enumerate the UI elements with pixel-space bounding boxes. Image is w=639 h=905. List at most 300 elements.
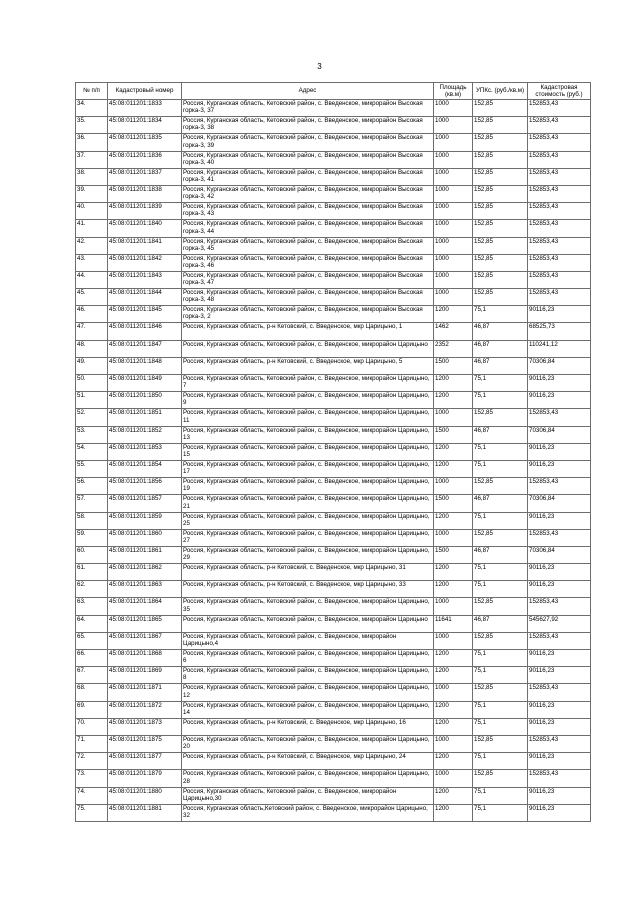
row-number: 54. xyxy=(76,443,108,460)
cadastral-cost: 152853,43 xyxy=(528,529,591,546)
area: 1200 xyxy=(434,804,473,821)
upks: 75,1 xyxy=(473,564,528,581)
cadastral-number: 45:08:011201:1838 xyxy=(108,185,182,202)
cadastral-number: 45:08:011201:1872 xyxy=(108,701,182,718)
address: Россия, Курганская область, Кетовский район, с. Введенское, микрорайон Царицыно, 29 xyxy=(182,546,434,563)
cadastral-cost: 90116,23 xyxy=(528,667,591,684)
address: Россия, Курганская область, Кетовский район, с. Введенское, микрорайон Царицыно xyxy=(182,340,434,357)
cadastral-number: 45:08:011201:1849 xyxy=(108,375,182,392)
cadastral-cost: 70306,84 xyxy=(528,357,591,374)
upks: 152,85 xyxy=(473,100,528,117)
cadastral-number: 45:08:011201:1851 xyxy=(108,409,182,426)
upks: 46,87 xyxy=(473,426,528,443)
upks: 152,85 xyxy=(473,409,528,426)
upks: 46,87 xyxy=(473,323,528,340)
address: Россия, Курганская область, Кетовский район, с. Введенское, микрорайон Высокая горка-3, 45 xyxy=(182,237,434,254)
table-row xyxy=(76,306,591,323)
cadastral-table xyxy=(75,82,591,822)
upks: 75,1 xyxy=(473,306,528,323)
area: 1000 xyxy=(434,598,473,615)
table-row xyxy=(76,357,591,374)
cadastral-cost: 70306,84 xyxy=(528,426,591,443)
row-number: 34. xyxy=(76,100,108,117)
row-number: 64. xyxy=(76,615,108,632)
header-cadastral-number: Кадастровый номер xyxy=(108,83,182,100)
row-number: 61. xyxy=(76,564,108,581)
row-number: 62. xyxy=(76,581,108,598)
area: 1000 xyxy=(434,117,473,134)
upks: 152,85 xyxy=(473,478,528,495)
cadastral-number: 45:08:011201:1852 xyxy=(108,426,182,443)
address: Россия, Курганская область, Кетовский район, с. Введенское, микрорайон Высокая горка-3, 42 xyxy=(182,185,434,202)
header-upks: УПКс. (руб./кв.м) xyxy=(473,83,528,100)
table-row xyxy=(76,289,591,306)
address: Россия, Курганская область,Кетовский район, с. Введенское, микрорайон Царицыно, 32 xyxy=(182,804,434,821)
table-row xyxy=(76,804,591,821)
table-row xyxy=(76,409,591,426)
area: 1500 xyxy=(434,357,473,374)
table-row xyxy=(76,478,591,495)
upks: 75,1 xyxy=(473,512,528,529)
header-area: Площадь (кв.м) xyxy=(434,83,473,100)
cadastral-cost: 110241,12 xyxy=(528,340,591,357)
area: 2352 xyxy=(434,340,473,357)
upks: 46,87 xyxy=(473,615,528,632)
cadastral-number: 45:08:011201:1863 xyxy=(108,581,182,598)
upks: 75,1 xyxy=(473,701,528,718)
area: 1000 xyxy=(434,529,473,546)
upks: 152,85 xyxy=(473,220,528,237)
row-number: 66. xyxy=(76,650,108,667)
address: Россия, Курганская область, Кетовский район, с. Введенское, микрорайон Царицыно, 15 xyxy=(182,443,434,460)
cadastral-cost: 152853,43 xyxy=(528,271,591,288)
cadastral-cost: 90116,23 xyxy=(528,753,591,770)
address: Россия, Курганская область, Кетовский район, с. Введенское, микрорайон Царицыно, 14 xyxy=(182,701,434,718)
table-header-row xyxy=(76,83,591,100)
cadastral-number: 45:08:011201:1862 xyxy=(108,564,182,581)
table-row xyxy=(76,684,591,701)
area: 1200 xyxy=(434,443,473,460)
row-number: 68. xyxy=(76,684,108,701)
address: Россия, Курганская область, Кетовский район, с. Введенское, микрорайон Царицыно, 25 xyxy=(182,512,434,529)
table-row xyxy=(76,254,591,271)
address: Россия, Курганская область, Кетовский район, с. Введенское, микрорайон Царицыно, 12 xyxy=(182,684,434,701)
upks: 46,87 xyxy=(473,340,528,357)
upks: 75,1 xyxy=(473,392,528,409)
upks: 75,1 xyxy=(473,375,528,392)
cadastral-number: 45:08:011201:1854 xyxy=(108,460,182,477)
area: 1500 xyxy=(434,495,473,512)
upks: 75,1 xyxy=(473,718,528,735)
table-body xyxy=(76,100,591,822)
area: 1200 xyxy=(434,787,473,804)
cadastral-number: 45:08:011201:1834 xyxy=(108,117,182,134)
upks: 75,1 xyxy=(473,581,528,598)
address: Россия, Курганская область, Кетовский район, с. Введенское, микрорайон Царицыно,4 xyxy=(182,632,434,649)
address: Россия, Курганская область, Кетовский район, с. Введенское, микрорайон Царицыно, 35 xyxy=(182,598,434,615)
address: Россия, Курганская область, Кетовский район, с. Введенское, микрорайон Царицыно, 20 xyxy=(182,735,434,752)
address: Россия, Курганская область, Кетовский район, с. Введенское, микрорайон Высокая горка-3, 41 xyxy=(182,168,434,185)
table-row xyxy=(76,615,591,632)
cadastral-cost: 90116,23 xyxy=(528,701,591,718)
table-row xyxy=(76,220,591,237)
area: 1200 xyxy=(434,650,473,667)
cadastral-number: 45:08:011201:1880 xyxy=(108,787,182,804)
cadastral-cost: 90116,23 xyxy=(528,392,591,409)
address: Россия, Курганская область, Кетовский район, с. Введенское, микрорайон Царицыно, 6 xyxy=(182,650,434,667)
area: 1000 xyxy=(434,271,473,288)
row-number: 65. xyxy=(76,632,108,649)
address: Россия, Курганская область, Кетовский район, с. Введенское, микрорайон Царицыно, 21 xyxy=(182,495,434,512)
table-row xyxy=(76,546,591,563)
address: Россия, Курганская область, Кетовский район, с. Введенское, микрорайон Царицыно, 9 xyxy=(182,392,434,409)
table-row xyxy=(76,117,591,134)
area: 1200 xyxy=(434,392,473,409)
address: Россия, Курганская область, р-н Кетовский, с. Введенское, мкр Царицыно, 33 xyxy=(182,581,434,598)
address: Россия, Курганская область, Кетовский район, с. Введенское, микрорайон Царицыно, 11 xyxy=(182,409,434,426)
cadastral-cost: 152853,43 xyxy=(528,237,591,254)
upks: 152,85 xyxy=(473,735,528,752)
address: Россия, Курганская область, Кетовский район, с. Введенское, микрорайон Царицыно, 8 xyxy=(182,667,434,684)
cadastral-cost: 152853,43 xyxy=(528,598,591,615)
address: Россия, Курганская область, Кетовский район, с. Введенское, микрорайон Высокая горка-3, 38 xyxy=(182,117,434,134)
cadastral-cost: 152853,43 xyxy=(528,185,591,202)
table-row xyxy=(76,443,591,460)
cadastral-number: 45:08:011201:1867 xyxy=(108,632,182,649)
cadastral-cost: 90116,23 xyxy=(528,306,591,323)
row-number: 74. xyxy=(76,787,108,804)
cadastral-cost: 90116,23 xyxy=(528,460,591,477)
upks: 152,85 xyxy=(473,271,528,288)
upks: 75,1 xyxy=(473,460,528,477)
cadastral-cost: 90116,23 xyxy=(528,512,591,529)
cadastral-number: 45:08:011201:1839 xyxy=(108,203,182,220)
row-number: 44. xyxy=(76,271,108,288)
address: Россия, Курганская область, Кетовский район, с. Введенское, микрорайон Высокая горка-3, 47 xyxy=(182,271,434,288)
cadastral-cost: 68525,73 xyxy=(528,323,591,340)
cadastral-number: 45:08:011201:1842 xyxy=(108,254,182,271)
row-number: 75. xyxy=(76,804,108,821)
cadastral-number: 45:08:011201:1840 xyxy=(108,220,182,237)
row-number: 40. xyxy=(76,203,108,220)
table-row xyxy=(76,100,591,117)
area: 11641 xyxy=(434,615,473,632)
address: Россия, Курганская область, Кетовский район, с. Введенское, микрорайон Высокая горка-3, 43 xyxy=(182,203,434,220)
area: 1000 xyxy=(434,151,473,168)
cadastral-cost: 90116,23 xyxy=(528,804,591,821)
cadastral-number: 45:08:011201:1857 xyxy=(108,495,182,512)
cadastral-number: 45:08:011201:1861 xyxy=(108,546,182,563)
cadastral-cost: 70306,84 xyxy=(528,495,591,512)
cadastral-cost: 90116,23 xyxy=(528,650,591,667)
area: 1000 xyxy=(434,100,473,117)
upks: 152,85 xyxy=(473,529,528,546)
cadastral-cost: 545627,92 xyxy=(528,615,591,632)
table-row xyxy=(76,151,591,168)
cadastral-cost: 152853,43 xyxy=(528,684,591,701)
header-num: № п/п xyxy=(76,83,108,100)
cadastral-cost: 152853,43 xyxy=(528,254,591,271)
cadastral-cost: 90116,23 xyxy=(528,443,591,460)
row-number: 38. xyxy=(76,168,108,185)
area: 1200 xyxy=(434,667,473,684)
row-number: 58. xyxy=(76,512,108,529)
cadastral-number: 45:08:011201:1850 xyxy=(108,392,182,409)
address: Россия, Курганская область, р-н Кетовский, с. Введенское, мкр Царицыно, 5 xyxy=(182,357,434,374)
row-number: 45. xyxy=(76,289,108,306)
cadastral-cost: 152853,43 xyxy=(528,134,591,151)
address: Россия, Курганская область, Кетовский район, с. Введенское, микрорайон Высокая горка-3, 37 xyxy=(182,100,434,117)
row-number: 37. xyxy=(76,151,108,168)
table-row xyxy=(76,753,591,770)
cadastral-cost: 152853,43 xyxy=(528,220,591,237)
header-cadastral-cost: Кадастровая стоимость (руб.) xyxy=(528,83,591,100)
address: Россия, Курганская область, Кетовский район, с. Введенское, микрорайон Высокая горка-3, 39 xyxy=(182,134,434,151)
cadastral-cost: 90116,23 xyxy=(528,375,591,392)
upks: 152,85 xyxy=(473,134,528,151)
address: Россия, Курганская область, Кетовский район, с. Введенское, микрорайон Царицыно, 19 xyxy=(182,478,434,495)
cadastral-number: 45:08:011201:1881 xyxy=(108,804,182,821)
row-number: 46. xyxy=(76,306,108,323)
cadastral-number: 45:08:011201:1868 xyxy=(108,650,182,667)
row-number: 69. xyxy=(76,701,108,718)
cadastral-cost: 152853,43 xyxy=(528,168,591,185)
address: Россия, Курганская область, Кетовский район, с. Введенское, микрорайон Царицыно xyxy=(182,615,434,632)
upks: 152,85 xyxy=(473,684,528,701)
upks: 152,85 xyxy=(473,237,528,254)
cadastral-cost: 152853,43 xyxy=(528,409,591,426)
header-address: Адрес xyxy=(182,83,434,100)
address: Россия, Курганская область, р-н Кетовский, с. Введенское, мкр Царицыно, 24 xyxy=(182,753,434,770)
table-row xyxy=(76,392,591,409)
table-row xyxy=(76,512,591,529)
row-number: 47. xyxy=(76,323,108,340)
address: Россия, Курганская область, Кетовский район, с. Введенское, микрорайон Высокая горка-3, 48 xyxy=(182,289,434,306)
row-number: 57. xyxy=(76,495,108,512)
row-number: 52. xyxy=(76,409,108,426)
cadastral-number: 45:08:011201:1837 xyxy=(108,168,182,185)
upks: 75,1 xyxy=(473,804,528,821)
table-row xyxy=(76,650,591,667)
table-row xyxy=(76,529,591,546)
upks: 152,85 xyxy=(473,770,528,787)
address: Россия, Курганская область, Кетовский район, с. Введенское, микрорайон Высокая горка-3, 2 xyxy=(182,306,434,323)
area: 1000 xyxy=(434,185,473,202)
area: 1000 xyxy=(434,134,473,151)
cadastral-number: 45:08:011201:1869 xyxy=(108,667,182,684)
upks: 75,1 xyxy=(473,443,528,460)
table-row xyxy=(76,460,591,477)
table-row xyxy=(76,203,591,220)
area: 1462 xyxy=(434,323,473,340)
row-number: 72. xyxy=(76,753,108,770)
cadastral-cost: 90116,23 xyxy=(528,564,591,581)
row-number: 50. xyxy=(76,375,108,392)
row-number: 42. xyxy=(76,237,108,254)
area: 1200 xyxy=(434,753,473,770)
upks: 75,1 xyxy=(473,650,528,667)
upks: 152,85 xyxy=(473,289,528,306)
cadastral-number: 45:08:011201:1879 xyxy=(108,770,182,787)
table-row xyxy=(76,735,591,752)
row-number: 67. xyxy=(76,667,108,684)
cadastral-number: 45:08:011201:1856 xyxy=(108,478,182,495)
row-number: 55. xyxy=(76,460,108,477)
area: 1000 xyxy=(434,203,473,220)
area: 1200 xyxy=(434,306,473,323)
upks: 75,1 xyxy=(473,787,528,804)
upks: 46,87 xyxy=(473,357,528,374)
table-row xyxy=(76,323,591,340)
table-row xyxy=(76,787,591,804)
upks: 152,85 xyxy=(473,185,528,202)
address: Россия, Курганская область, Кетовский район, с. Введенское, микрорайон Царицыно,30 xyxy=(182,787,434,804)
table-row xyxy=(76,581,591,598)
cadastral-number: 45:08:011201:1859 xyxy=(108,512,182,529)
cadastral-cost: 152853,43 xyxy=(528,770,591,787)
cadastral-cost: 152853,43 xyxy=(528,735,591,752)
area: 1200 xyxy=(434,718,473,735)
cadastral-number: 45:08:011201:1873 xyxy=(108,718,182,735)
address: Россия, Курганская область, р-н Кетовский, с. Введенское, мкр Царицыно, 1 xyxy=(182,323,434,340)
table-row xyxy=(76,770,591,787)
row-number: 36. xyxy=(76,134,108,151)
area: 1000 xyxy=(434,220,473,237)
address: Россия, Курганская область, Кетовский район, с. Введенское, микрорайон Высокая горка-3, 46 xyxy=(182,254,434,271)
cadastral-number: 45:08:011201:1843 xyxy=(108,271,182,288)
table-row xyxy=(76,340,591,357)
row-number: 43. xyxy=(76,254,108,271)
upks: 152,85 xyxy=(473,598,528,615)
row-number: 71. xyxy=(76,735,108,752)
table-row xyxy=(76,185,591,202)
row-number: 56. xyxy=(76,478,108,495)
upks: 152,85 xyxy=(473,168,528,185)
table-row xyxy=(76,598,591,615)
row-number: 51. xyxy=(76,392,108,409)
table-row xyxy=(76,718,591,735)
cadastral-number: 45:08:011201:1846 xyxy=(108,323,182,340)
row-number: 60. xyxy=(76,546,108,563)
area: 1200 xyxy=(434,581,473,598)
cadastral-number: 45:08:011201:1835 xyxy=(108,134,182,151)
cadastral-number: 45:08:011201:1847 xyxy=(108,340,182,357)
cadastral-number: 45:08:011201:1877 xyxy=(108,753,182,770)
row-number: 53. xyxy=(76,426,108,443)
cadastral-number: 45:08:011201:1833 xyxy=(108,100,182,117)
cadastral-number: 45:08:011201:1836 xyxy=(108,151,182,168)
table-row xyxy=(76,564,591,581)
row-number: 70. xyxy=(76,718,108,735)
area: 1000 xyxy=(434,254,473,271)
address: Россия, Курганская область, Кетовский район, с. Введенское, микрорайон Царицыно, 28 xyxy=(182,770,434,787)
area: 1000 xyxy=(434,168,473,185)
row-number: 59. xyxy=(76,529,108,546)
row-number: 48. xyxy=(76,340,108,357)
cadastral-number: 45:08:011201:1841 xyxy=(108,237,182,254)
cadastral-cost: 90116,23 xyxy=(528,787,591,804)
cadastral-number: 45:08:011201:1860 xyxy=(108,529,182,546)
cadastral-number: 45:08:011201:1864 xyxy=(108,598,182,615)
table-row xyxy=(76,667,591,684)
address: Россия, Курганская область, р-н Кетовский, с. Введенское, мкр Царицыно, 31 xyxy=(182,564,434,581)
address: Россия, Курганская область, Кетовский район, с. Введенское, микрорайон Царицыно, 27 xyxy=(182,529,434,546)
cadastral-number: 45:08:011201:1875 xyxy=(108,735,182,752)
cadastral-number: 45:08:011201:1853 xyxy=(108,443,182,460)
table-row xyxy=(76,271,591,288)
cadastral-cost: 70306,84 xyxy=(528,546,591,563)
address: Россия, Курганская область, Кетовский район, с. Введенское, микрорайон Царицыно, 7 xyxy=(182,375,434,392)
table-row xyxy=(76,237,591,254)
cadastral-cost: 152853,43 xyxy=(528,203,591,220)
area: 1000 xyxy=(434,478,473,495)
table-row xyxy=(76,426,591,443)
area: 1500 xyxy=(434,546,473,563)
row-number: 39. xyxy=(76,185,108,202)
address: Россия, Курганская область, Кетовский район, с. Введенское, микрорайон Царицыно, 17 xyxy=(182,460,434,477)
cadastral-number: 45:08:011201:1844 xyxy=(108,289,182,306)
upks: 152,85 xyxy=(473,254,528,271)
area: 1000 xyxy=(434,289,473,306)
upks: 46,87 xyxy=(473,546,528,563)
area: 1200 xyxy=(434,564,473,581)
area: 1000 xyxy=(434,735,473,752)
cadastral-cost: 152853,43 xyxy=(528,151,591,168)
cadastral-number: 45:08:011201:1845 xyxy=(108,306,182,323)
cadastral-cost: 152853,43 xyxy=(528,117,591,134)
upks: 152,85 xyxy=(473,151,528,168)
table-row xyxy=(76,375,591,392)
upks: 46,87 xyxy=(473,495,528,512)
page-number: 3 xyxy=(317,62,322,71)
area: 1000 xyxy=(434,409,473,426)
upks: 75,1 xyxy=(473,753,528,770)
area: 1200 xyxy=(434,701,473,718)
address: Россия, Курганская область, Кетовский район, с. Введенское, микрорайон Высокая горка-3, 40 xyxy=(182,151,434,168)
upks: 152,85 xyxy=(473,203,528,220)
table-row xyxy=(76,701,591,718)
table-row xyxy=(76,495,591,512)
cadastral-cost: 90116,23 xyxy=(528,581,591,598)
address: Россия, Курганская область, Кетовский район, с. Введенское, микрорайон Царицыно, 13 xyxy=(182,426,434,443)
table-row xyxy=(76,168,591,185)
cadastral-number: 45:08:011201:1871 xyxy=(108,684,182,701)
address: Россия, Курганская область, р-н Кетовский, с. Введенское, мкр Царицыно, 16 xyxy=(182,718,434,735)
area: 1000 xyxy=(434,770,473,787)
area: 1000 xyxy=(434,237,473,254)
row-number: 73. xyxy=(76,770,108,787)
area: 1000 xyxy=(434,632,473,649)
area: 1500 xyxy=(434,426,473,443)
table-row xyxy=(76,632,591,649)
area: 1200 xyxy=(434,375,473,392)
area: 1200 xyxy=(434,460,473,477)
row-number: 49. xyxy=(76,357,108,374)
cadastral-cost: 152853,43 xyxy=(528,632,591,649)
upks: 75,1 xyxy=(473,667,528,684)
area: 1200 xyxy=(434,512,473,529)
upks: 152,85 xyxy=(473,632,528,649)
cadastral-number: 45:08:011201:1865 xyxy=(108,615,182,632)
cadastral-cost: 90116,23 xyxy=(528,718,591,735)
row-number: 63. xyxy=(76,598,108,615)
cadastral-cost: 152853,43 xyxy=(528,478,591,495)
cadastral-number: 45:08:011201:1848 xyxy=(108,357,182,374)
area: 1000 xyxy=(434,684,473,701)
cadastral-cost: 152853,43 xyxy=(528,100,591,117)
row-number: 41. xyxy=(76,220,108,237)
row-number: 35. xyxy=(76,117,108,134)
